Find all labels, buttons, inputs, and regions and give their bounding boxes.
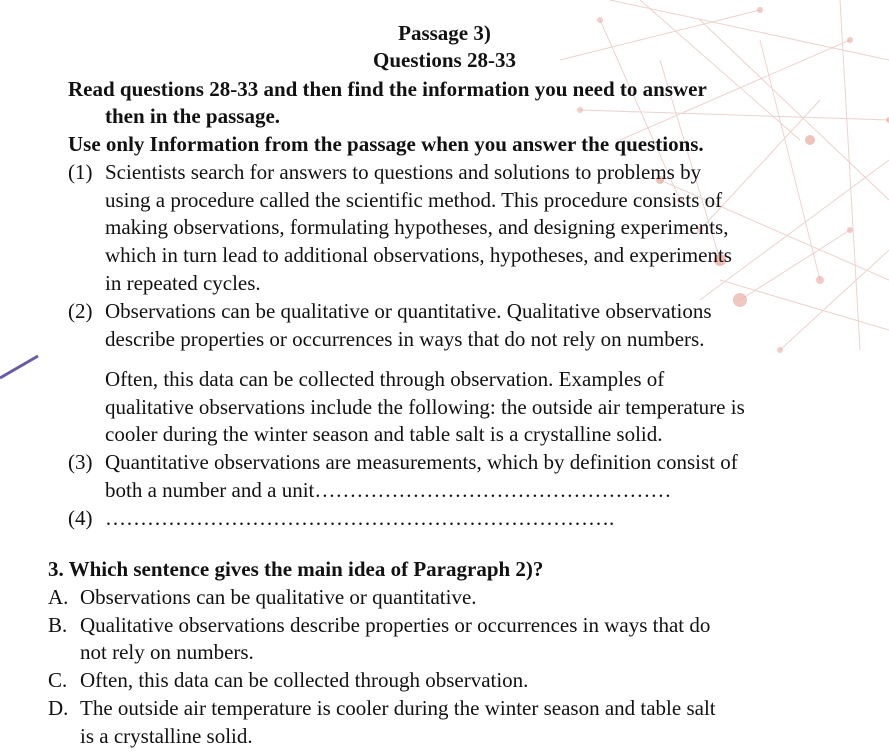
- paragraph-line: Observations can be qualitative or quantitative. Qualitative observations: [105, 299, 712, 323]
- option-b-text: Qualitative observations describe properties or occurrences in ways that do: [80, 613, 711, 637]
- paragraph-line: Scientists search for answers to questions and solutions to problems by: [105, 160, 702, 184]
- option-d-text: The outside air temperature is cooler during the winter season and table salt: [80, 696, 716, 720]
- option-letter: C.: [48, 668, 68, 692]
- instruction-line-3: Use only Information from the passage when you answer the questions.: [68, 132, 704, 156]
- instruction-line-2: then in the passage.: [105, 104, 281, 128]
- option-a-text: Observations can be qualitative or quantitative.: [80, 585, 477, 609]
- instruction-line-1: Read questions 28-33 and then find the information you need to answer: [68, 77, 707, 101]
- option-letter: A.: [48, 585, 69, 609]
- paragraph-line: making observations, formulating hypotheses, and designing experiments,: [105, 215, 729, 239]
- paragraph-line: cooler during the winter season and table salt is a crystalline solid.: [105, 422, 663, 446]
- paragraph-number: (2): [68, 299, 93, 323]
- paragraph-number: (4): [68, 506, 93, 530]
- option-b-text: not rely on numbers.: [80, 640, 254, 664]
- passage-title: Passage 3): [398, 21, 491, 45]
- question-stem: 3. Which sentence gives the main idea of Paragraph 2)?: [48, 557, 544, 581]
- paragraph-line: Quantitative observations are measurements, which by definition consist of: [105, 450, 738, 474]
- paragraph-line: which in turn lead to additional observations, hypotheses, and experiments: [105, 243, 732, 267]
- paragraph-line: using a procedure called the scientific method. This procedure consists of: [105, 188, 723, 212]
- option-letter: D.: [48, 696, 69, 720]
- paragraph-line: in repeated cycles.: [105, 271, 261, 295]
- paragraph-line: both a number and a unit……………………………………………: [105, 478, 672, 502]
- paragraph-line: Often, this data can be collected through observation. Examples of: [105, 367, 665, 391]
- paragraph-line: ……………………………………………………………….: [105, 506, 615, 530]
- paragraph-number: (1): [68, 160, 93, 184]
- paragraph-line: describe properties or occurrences in ways that do not rely on numbers.: [105, 327, 705, 351]
- option-c-text: Often, this data can be collected through observation.: [80, 668, 529, 692]
- option-d-text: is a crystalline solid.: [80, 724, 253, 748]
- option-letter: B.: [48, 613, 68, 637]
- paragraph-number: (3): [68, 450, 93, 474]
- paragraph-line: qualitative observations include the following: the outside air temperature is: [105, 395, 745, 419]
- questions-range: Questions 28-33: [373, 48, 516, 72]
